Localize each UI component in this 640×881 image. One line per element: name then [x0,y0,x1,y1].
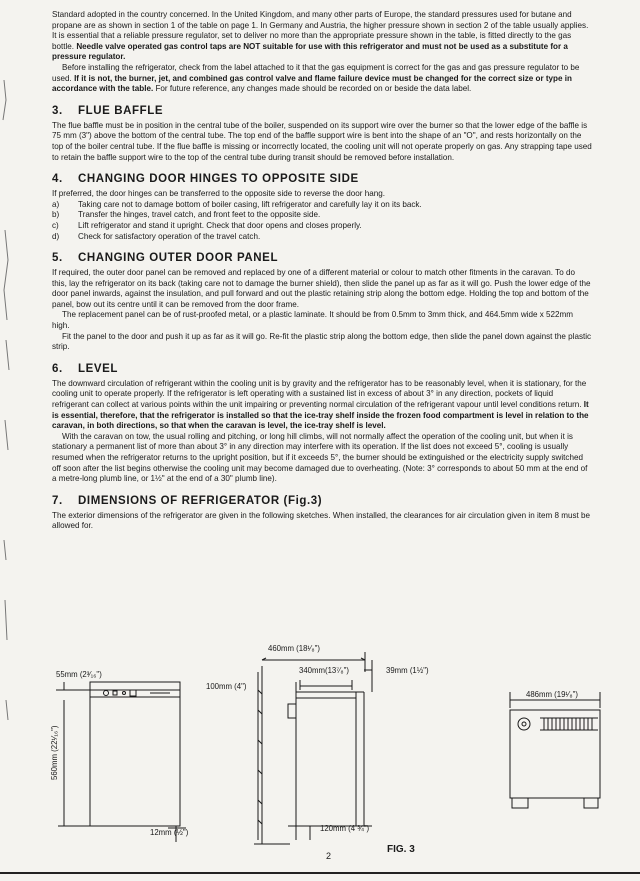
top-view [510,692,600,808]
dim-340mm-label: 340mm(13⁷⁄₈") [299,666,349,675]
list-item: c) Lift refrigerator and stand it upright. Check that door opens and closes properly. [52,220,362,230]
front-view [56,682,189,842]
list-item: b) Transfer the hinges, travel catch, and front feet to the opposite side. [52,210,321,220]
section-6-heading: 6. LEVEL [52,362,119,375]
dim-486mm-label: 486mm (19¹⁄₈") [526,690,578,699]
section-3-paragraph: The flue baffle must be in position in the central tube of the boiler, suspended on its support wire over the burner so that the lower edge of the baffle is 75 mm (3") above the bottom of the central tube. The top end of the baffle support wire is bent into the shape of an "O", and rests horizontally on the top of the boiler central tube. If the flue baffle is missing or incorrectly located, the cooling unit will not operate properly on gas. Any strapping tape used to retain the baffle support wire to the top of the central tube during transit should be removed before installation. [52,120,592,162]
list-item: d) Check for satisfactory operation of the travel catch. [52,231,261,241]
intro-paragraph-1: Standard adopted in the country concerned. In the United Kingdom, and many other parts of Europe, the standard pressures used for butane and propane are as shown in section 1 of the table on page 1. In Germany and Austria, the higher pressure shown in section 2 of the table usually applies. It is essential that a reliable pressure regulator, set to deliver no more than the appropriate pressure shown in the table, is fitted directly to the gas bottle. Needle valve operated gas control taps are NOT suitable for use with this refrigerator and must not be used as a substitute for a pressure regulator. [52,10,589,62]
section-5-paragraph-1: If required, the outer door panel can be removed and replaced by one of a different material or colour to match other fitments in the caravan. To do this, lay the refrigerator on its back (taking care not to damage the burner shield), then slide the panel up as far as it will go. Push the lower edge of the door panel inwards, against the insulation, and pull forward and out the plastic retaining strip along the bottom edge. Holding the top and bottom of the panel, bow out its centre until it can be removed from the door frame. [52,268,591,309]
page-number: 2 [326,851,332,861]
dim-120mm-label: 120mm (4 ¾") [320,824,370,833]
section-5-paragraph-3: Fit the panel to the door and push it up as far as it will go. Re-fit the plastic strip along the bottom edge, then slide the panel down against the plastic strip. [52,331,592,352]
figure-3-dimension-sketches [0,630,640,870]
dim-12mm-label: 12mm (½") [150,828,189,837]
intro-paragraph-2: Before installing the refrigerator, check from the label attached to it that the gas equipment is correct for the gas and gas pressure regulator to be used. If it is not, the burner, jet, and combined gas control valve and flame failure device must be changed for the correct size or type in accordance with the table. For future reference, any changes made should be recorded on or beside the data label. [52,62,580,94]
list-item: a) Taking care not to damage bottom of boiler casing, lift refrigerator and carefully lay it on its back. [52,199,422,209]
section-4-paragraph: If preferred, the door hinges can be transferred to the opposite side to reverse the door hang. [52,189,385,199]
bottom-rule [0,872,640,874]
section-4-heading: 4. CHANGING DOOR HINGES TO OPPOSITE SIDE [52,173,359,186]
section-7-heading: 7. DIMENSIONS OF REFRIGERATOR (Fig.3) [52,494,323,507]
side-view [254,652,372,844]
section-6-paragraph-1: The downward circulation of refrigerant within the cooling unit is by gravity and the refrigerator has to be reasonably level, when it is stationary, for the cooling unit to operate properly. If the refrigerator is left operating with a sustained list in excess of about 3° in any direction, pockets of liquid refrigerant can collect at various points within the unit impairing or preventing normal circulation of the refrigerant vapour until level conditions return. It is essential, therefore, that the refrigerator is installed so that the ice-tray shelf inside the frozen food compartment is level in relation to the caravan, in both directions, so that when the caravan is level, the ice-tray shelf is level. [52,378,589,431]
dim-460mm-label: 460mm (18¹⁄₈") [268,644,320,653]
dim-55mm-label: 55mm (2³⁄₁₆") [56,670,102,679]
dim-560mm-label: 560mm (22¹⁄₁₆") [50,725,59,780]
section-6-paragraph-2: With the caravan on tow, the usual rolling and pitching, or long hill climbs, will not normally affect the operation of the cooling unit, but when it is stationary a permanent list of more than about 3° in any direction may interfere with its operation. If the list does not exceed 5°, cooling is usually resumed when the refrigerator returns to the upright position, but if it exceeds 5°, the burner should be extinguished or the electricity supply switched off soon after the list begins otherwise the cooling unit may become damaged due to overheating. (Note: 3° corresponds to about 50 mm at the end of a metre-long plumb line, or 1½" at the end of a 30" plumb line). [52,431,588,484]
section-7-paragraph: The exterior dimensions of the refrigerator are given in the following sketches. When installed, the clearances for air circulation given in item 8 must be allowed for. [52,510,591,531]
dim-100mm-label: 100mm (4") [206,682,247,691]
section-3-heading: 3. FLUE BAFFLE [52,104,164,117]
section-5-heading: 5. CHANGING OUTER DOOR PANEL [52,252,279,265]
figure-caption: FIG. 3 [387,844,415,855]
section-4-steps [52,200,592,242]
document-body [52,10,592,532]
section-5-paragraph-2: The replacement panel can be of rust-proofed metal, or a plastic laminate. It should be from 0.5mm to 3mm thick, and 464.5mm wide x 522mm high. [52,310,574,331]
dim-39mm-label: 39mm (1½") [386,666,429,675]
